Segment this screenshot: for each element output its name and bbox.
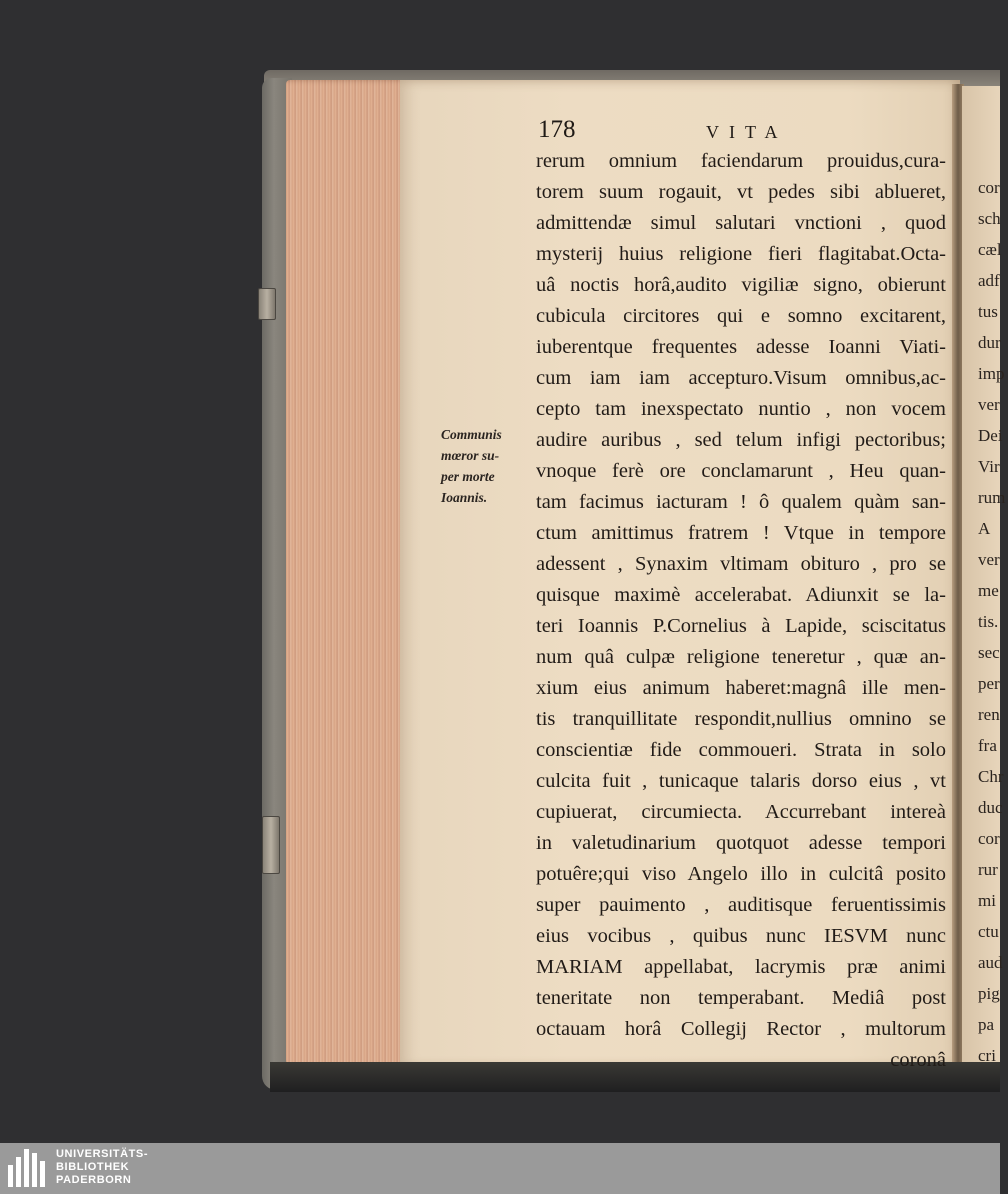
facing-page-fragment: dur (978, 333, 1001, 352)
facing-page-fragment: Chr (978, 767, 1004, 786)
facing-page-fragment: rum (978, 488, 1006, 507)
running-title: VITA (706, 122, 788, 142)
text-line: rerum omnium faciendarum prouidus,cura- (536, 150, 946, 172)
text-line: eius vocibus , quibus nunc IESVM nunc (536, 925, 946, 947)
library-name (56, 1148, 148, 1187)
text-line: teneritate non temperabant. Mediâ post (536, 987, 946, 1009)
facing-page-fragment: imp (978, 364, 1005, 383)
marginal-note-line: per morte (441, 469, 495, 484)
text-line: ctum amittimus fratrem ! Vtque in tempore (536, 522, 946, 544)
text-line: admittendæ simul salutari vnctioni , quod (536, 212, 946, 234)
text-line: MARIAM appellabat, lacrymis præ animi (536, 956, 946, 978)
facing-page-fragment: tis. (978, 612, 999, 631)
facing-page-fragment: cri (978, 1046, 996, 1065)
facing-page-fragment: Vir (978, 457, 1000, 476)
footer-bar (0, 1143, 1000, 1194)
library-name-line: BIBLIOTHEK (56, 1161, 130, 1173)
catchword: coronâ (890, 1049, 946, 1071)
facing-page-fragment: fra (978, 736, 997, 755)
text-line: teri Ioannis P.Cornelius à Lapide, sciscitatus (536, 615, 946, 637)
marginal-note (441, 424, 533, 508)
library-logo-icon (8, 1147, 48, 1191)
clasp-upper (258, 288, 276, 320)
text-line: cepto tam inexspectato nuntio , non vocem (536, 398, 946, 420)
text-line: octauam horâ Collegij Rector , multorum (536, 1018, 946, 1040)
page-number: 178 (538, 116, 576, 143)
facing-page-fragment: cor (978, 829, 1000, 848)
running-head (538, 116, 938, 146)
library-name-line: PADERBORN (56, 1174, 132, 1186)
body-text (536, 146, 946, 1076)
facing-page-text-fragments (978, 172, 1008, 1071)
text-line: tis tranquillitate respondit,nullius omnino se (536, 708, 946, 730)
marginal-note-line: Communis (441, 427, 502, 442)
text-line: mysterij huius religione fieri flagitabat.Octa- (536, 243, 946, 265)
facing-page-fragment: per (978, 674, 1000, 693)
facing-page-fragment: A (978, 519, 991, 538)
facing-page-fragment: aud (978, 953, 1003, 972)
facing-page-fragment: cor (978, 178, 1000, 197)
facing-page-fragment: sec (978, 643, 1000, 662)
text-line: cubicula circitores qui e somno excitarent, (536, 305, 946, 327)
facing-page-fragment: ver (978, 395, 1000, 414)
text-line: conscientiæ fide commoueri. Strata in solo (536, 739, 946, 761)
text-line: tam facimus iacturam ! ô qualem quàm san- (536, 491, 946, 513)
text-line: culcita fuit , tunicaque talaris dorso eius , vt (536, 770, 946, 792)
text-line: quisque maximè accelerabat. Adiunxit se la- (536, 584, 946, 606)
facing-page-fragment: tus (978, 302, 998, 321)
facing-page-fragment: Dei (978, 426, 1003, 445)
facing-page-fragment: cæl (978, 240, 1002, 259)
text-line: potuêre;qui viso Angelo illo in culcitâ posito (536, 863, 946, 885)
library-name-line: UNIVERSITÄTS- (56, 1148, 149, 1160)
text-line: vnoque ferè ore conclamarunt , Heu quan- (536, 460, 946, 482)
clasp-lower (262, 816, 280, 874)
facing-page-fragment: me (978, 581, 999, 600)
facing-page-fragment: sch (978, 209, 1001, 228)
text-line: torem suum rogauit, vt pedes sibi ablueret, (536, 181, 946, 203)
marginal-note-line: Ioannis. (441, 490, 488, 505)
facing-page-fragment: rur (978, 860, 998, 879)
text-line: adessent , Synaxim vltimam obituro , pro se (536, 553, 946, 575)
text-line: num quâ culpæ religione teneretur , quæ an- (536, 646, 946, 668)
facing-page-fragment: ver (978, 550, 1000, 569)
facing-page-fragment: adf (978, 271, 1000, 290)
text-line: super pauimento , auditisque feruentissimis (536, 894, 946, 916)
page-edges (286, 80, 408, 1070)
facing-page-fragment: pig (978, 984, 1000, 1003)
facing-page-fragment: ctu (978, 922, 999, 941)
text-line: iuberentque frequentes adesse Ioanni Viati- (536, 336, 946, 358)
text-line: cum iam iam accepturo.Visum omnibus,ac- (536, 367, 946, 389)
text-line: uâ noctis horâ,audito vigiliæ signo, obierunt (536, 274, 946, 296)
facing-page-fragment: mi (978, 891, 996, 910)
text-line: audire auribus , sed telum infigi pectoribus; (536, 429, 946, 451)
text-line: xium eius animum haberet:magnâ ille men- (536, 677, 946, 699)
facing-page-fragment: pa (978, 1015, 995, 1034)
text-line: cupiuerat, circumiecta. Accurrebant intereà (536, 801, 946, 823)
facing-page-fragment: duc (978, 798, 1003, 817)
marginal-note-line: mœror su- (441, 448, 500, 463)
text-line: in valetudinarium quotquot adesse tempori (536, 832, 946, 854)
facing-page-fragment: ren (978, 705, 1000, 724)
